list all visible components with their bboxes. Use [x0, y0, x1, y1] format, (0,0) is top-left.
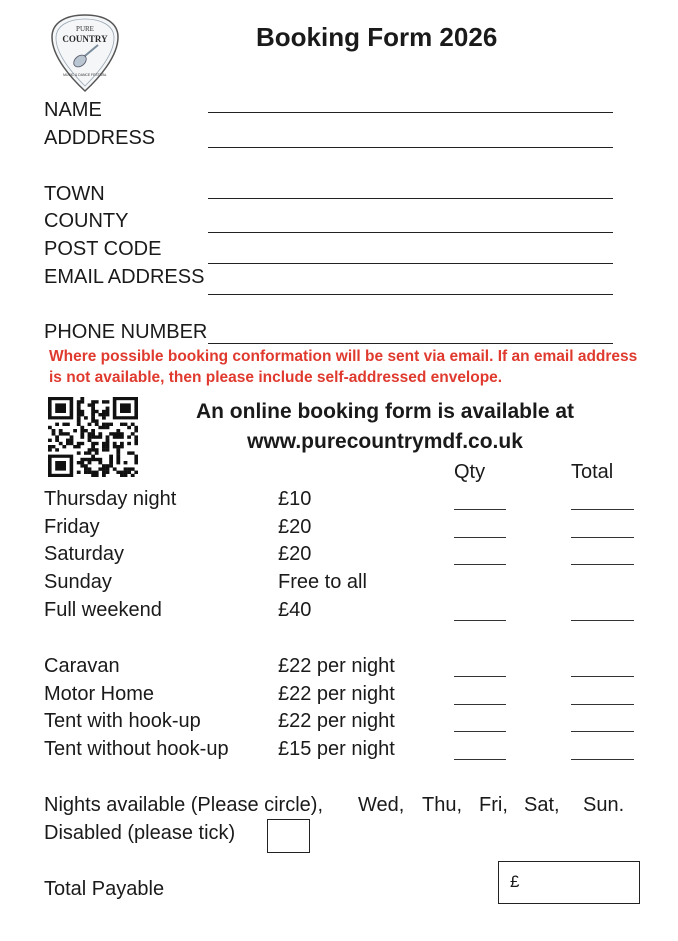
ticket-price: £40 [278, 599, 312, 621]
total-payable-label: Total Payable [44, 878, 165, 900]
field-label-address: ADDDRESS [44, 127, 156, 149]
phone-line[interactable] [208, 343, 613, 344]
total-blank[interactable] [571, 676, 634, 677]
night-option-sat[interactable]: Sat, [524, 794, 560, 816]
county-line[interactable] [208, 232, 613, 233]
qty-header: Qty [454, 461, 486, 483]
ticket-price: £20 [278, 543, 312, 565]
night-option-wed[interactable]: Wed, [358, 794, 405, 816]
field-label-postcode: POST CODE [44, 238, 162, 260]
field-label-phone: PHONE NUMBER [44, 321, 208, 343]
total-blank[interactable] [571, 704, 634, 705]
ticket-name: Friday [44, 516, 100, 538]
field-label-name: NAME [44, 99, 102, 121]
camping-name: Tent with hook-up [44, 710, 201, 732]
ticket-price: Free to all [278, 571, 367, 593]
ticket-name: Thursday night [44, 488, 177, 510]
ticket-name: Sunday [44, 571, 112, 593]
ticket-price: £20 [278, 516, 312, 538]
qty-blank[interactable] [454, 731, 506, 732]
qty-blank[interactable] [454, 620, 506, 621]
total-blank[interactable] [571, 509, 634, 510]
field-label-email: EMAIL ADDRESS [44, 266, 205, 288]
total-header: Total [571, 461, 614, 483]
qty-blank[interactable] [454, 537, 506, 538]
night-option-fri[interactable]: Fri, [479, 794, 508, 816]
field-label-county: COUNTY [44, 210, 129, 232]
logo-main-text: COUNTRY [62, 34, 108, 44]
address-line[interactable] [208, 147, 613, 148]
logo-sub-text: MUSIC & DANCE FESTIVAL [63, 73, 107, 77]
email-notice: Where possible booking conformation will be sent via email. If an email address is not available, then please include self-addressed envelope. [49, 348, 638, 386]
camping-price: £22 per night [278, 683, 395, 705]
page-title: Booking Form 2026 [256, 22, 498, 52]
total-blank[interactable] [571, 564, 634, 565]
total-payable-box[interactable] [498, 861, 640, 904]
night-option-sun[interactable]: Sun. [583, 794, 625, 816]
qty-blank[interactable] [454, 676, 506, 677]
logo-top-text: PURE [76, 25, 94, 33]
qty-blank[interactable] [454, 564, 506, 565]
ticket-name: Saturday [44, 543, 125, 565]
qty-blank[interactable] [454, 704, 506, 705]
camping-name: Motor Home [44, 683, 155, 705]
disabled-label: Disabled (please tick) [44, 822, 236, 844]
night-option-thu[interactable]: Thu, [422, 794, 463, 816]
field-label-town: TOWN [44, 183, 105, 205]
camping-price: £22 per night [278, 710, 395, 732]
currency-symbol: £ [510, 872, 520, 891]
ticket-price: £10 [278, 488, 312, 510]
town-line[interactable] [208, 198, 613, 199]
total-blank[interactable] [571, 537, 634, 538]
camping-name: Caravan [44, 655, 120, 677]
qr-code [48, 397, 138, 477]
website-link[interactable]: www.purecountrymdf.co.uk [247, 430, 523, 453]
disabled-checkbox[interactable] [267, 819, 310, 853]
camping-name: Tent without hook-up [44, 738, 229, 760]
total-blank[interactable] [571, 759, 634, 760]
qty-blank[interactable] [454, 509, 506, 510]
ticket-name: Full weekend [44, 599, 162, 621]
email-line[interactable] [208, 294, 613, 295]
online-booking-text: An online booking form is available at [195, 400, 575, 423]
camping-price: £22 per night [278, 655, 395, 677]
qr-code-icon [48, 397, 138, 477]
total-blank[interactable] [571, 620, 634, 621]
postcode-line[interactable] [208, 263, 613, 264]
name-line[interactable] [208, 112, 613, 113]
guitar-pick-logo-icon [50, 13, 120, 93]
camping-price: £15 per night [278, 738, 395, 760]
festival-logo [50, 13, 120, 93]
nights-label: Nights available (Please circle), [44, 794, 324, 816]
online-booking-info [150, 397, 620, 457]
total-blank[interactable] [571, 731, 634, 732]
qty-blank[interactable] [454, 759, 506, 760]
